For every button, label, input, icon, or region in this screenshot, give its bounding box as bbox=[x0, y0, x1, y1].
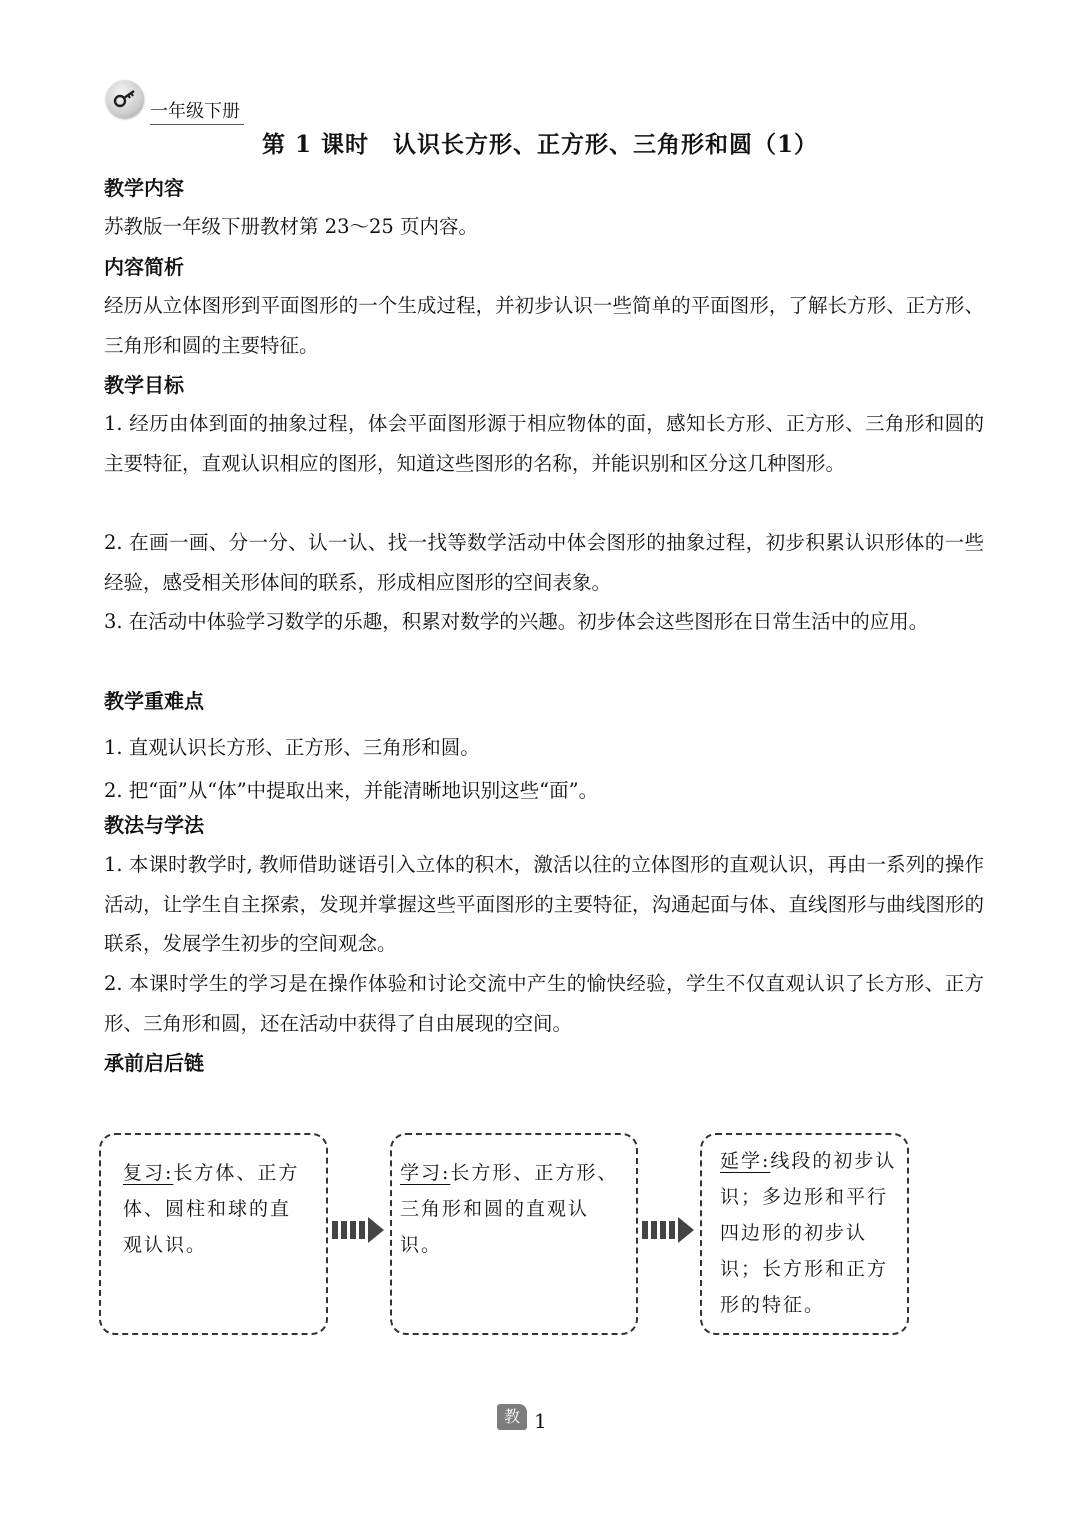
extend-text: 线段的初步认识；多边形和平行四边形的初步认识；长方形和正方形的特征。 bbox=[720, 1150, 897, 1316]
arrow-right-icon-2 bbox=[641, 1215, 695, 1245]
learn-box bbox=[390, 1133, 638, 1335]
goals-heading: 教学目标 bbox=[104, 373, 184, 397]
content-text: 苏教版一年级下册教材第 23～25 页内容。 bbox=[104, 215, 479, 238]
learn-label: 学习: bbox=[400, 1162, 451, 1184]
analysis-text: 经历从立体图形到平面图形的一个生成过程，并初步认识一些简单的平面图形，了解长方形、正方形、三角形和圆的主要特征。 bbox=[104, 294, 984, 357]
chain-heading: 承前启后链 bbox=[104, 1051, 204, 1075]
keypoint-item-1: 1. 直观认识长方形、正方形、三角形和圆。 bbox=[104, 736, 480, 759]
goal-item-2: 2. 在画一画、分一分、认一认、找一找等数学活动中体会图形的抽象过程，初步积累认识形体的一些经验，感受相关形体间的联系，形成相应图形的空间表象。 bbox=[104, 531, 984, 594]
arrow-right-icon-1 bbox=[331, 1215, 385, 1245]
methods-heading: 教法与学法 bbox=[104, 813, 204, 837]
page-badge: 教 bbox=[497, 1404, 527, 1430]
method-item-2: 2. 本课时学生的学习是在操作体验和讨论交流中产生的愉快经验，学生不仅直观认识了长方形、正方形、三角形和圆，还在活动中获得了自由展现的空间。 bbox=[104, 972, 984, 1035]
content-heading: 教学内容 bbox=[104, 176, 184, 200]
review-text: 长方体、正方体、圆柱和球的直观认识。 bbox=[123, 1162, 300, 1256]
keypoint-item-2: 2. 把“面”从“体”中提取出来，并能清晰地识别这些“面”。 bbox=[104, 779, 599, 802]
keypoints-heading: 教学重难点 bbox=[104, 689, 204, 713]
page-number: 1 bbox=[534, 1409, 547, 1433]
goal-item-3: 3. 在活动中体验学习数学的乐趣，积累对数学的兴趣。初步体会这些图形在日常生活中的应用。 bbox=[104, 610, 929, 633]
goal-item-1: 1. 经历由体到面的抽象过程，体会平面图形源于相应物体的面，感知长方形、正方形、三角形和圆的主要特征，直观认识相应的图形，知道这些图形的名称，并能识别和区分这几种图形。 bbox=[104, 412, 984, 475]
review-box bbox=[99, 1133, 328, 1335]
method-item-1: 1. 本课时教学时, 教师借助谜语引入立体的积木，激活以往的立体图形的直观认识，再由一系列的操作活动，让学生自主探索，发现并掌握这些平面图形的主要特征，沟通起面与体、直线图形与曲线图形的联系，发展学生初步的空间观念。 bbox=[104, 853, 984, 955]
grade-label: 一年级下册 bbox=[150, 100, 244, 125]
extend-box bbox=[700, 1133, 909, 1335]
review-label: 复习: bbox=[123, 1162, 174, 1184]
learn-text: 长方形、正方形、三角形和圆的直观认识。 bbox=[400, 1162, 619, 1256]
analysis-heading: 内容简析 bbox=[104, 255, 184, 279]
lesson-title: 第 1 课时 认识长方形、正方形、三角形和圆（1） bbox=[261, 131, 819, 158]
extend-label: 延学: bbox=[720, 1150, 771, 1172]
key-icon bbox=[106, 80, 144, 118]
